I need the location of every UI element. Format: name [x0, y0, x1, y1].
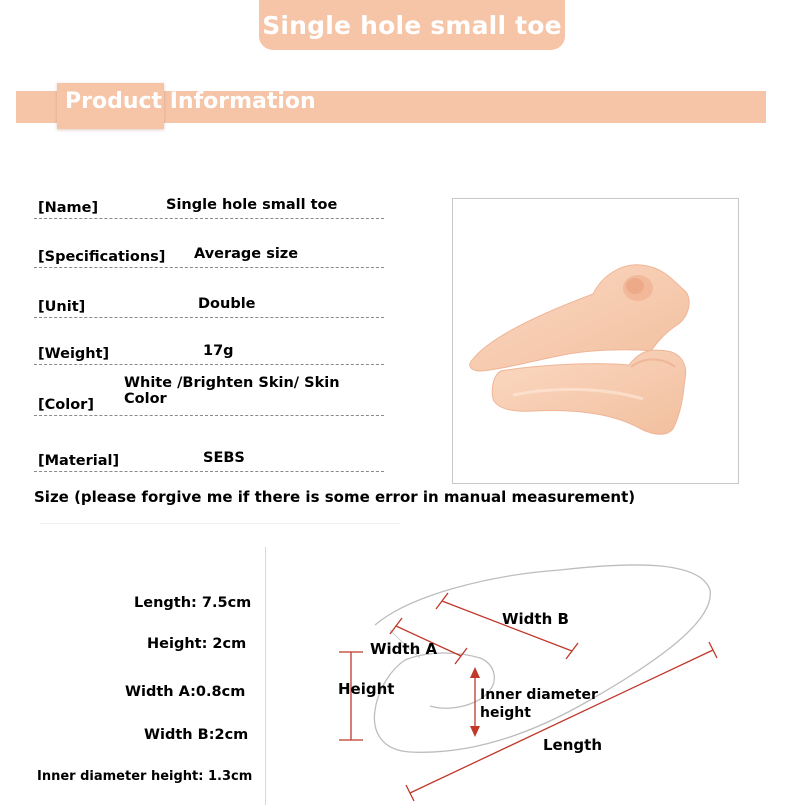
info-value: Single hole small toe	[166, 197, 338, 213]
divider	[40, 523, 400, 524]
info-key: [Color]	[38, 397, 94, 413]
row-divider	[34, 471, 384, 472]
row-divider	[34, 364, 384, 365]
page-title: Single hole small toe	[262, 10, 562, 40]
diagram-label-width-b: Width B	[502, 610, 569, 628]
info-key: [Weight]	[38, 346, 110, 362]
spec-length: Length: 7.5cm	[134, 595, 252, 611]
info-row-name	[34, 183, 384, 219]
spec-width-b: Width B:2cm	[144, 727, 249, 743]
section-title: Product Information	[65, 89, 316, 114]
info-row-color	[34, 375, 384, 416]
info-value: White /Brighten Skin/ Skin Color	[124, 375, 340, 407]
info-value: SEBS	[203, 450, 245, 466]
info-value: Average size	[194, 246, 299, 262]
diagram-label-inner-diameter: Inner diameter	[480, 687, 598, 703]
info-row-specifications	[34, 232, 384, 268]
row-divider	[34, 317, 384, 318]
diagram-label-length: Length	[543, 736, 602, 754]
info-row-weight	[34, 329, 384, 365]
size-note: Size (please forgive me if there is some error in manual measurement)	[34, 488, 636, 506]
info-value: 17g	[203, 343, 234, 359]
spec-width-a: Width A:0.8cm	[125, 684, 246, 700]
toe-separator-image	[453, 199, 738, 483]
measurement-diagram	[330, 540, 730, 812]
diagram-label-inner-height: height	[480, 705, 531, 721]
outline-drawing	[330, 540, 730, 808]
vertical-divider	[265, 547, 266, 805]
diagram-label-width-a: Width A	[370, 640, 438, 658]
info-key: [Unit]	[38, 299, 86, 315]
info-value: Double	[198, 296, 256, 312]
title-banner	[259, 0, 565, 50]
product-photo	[452, 198, 739, 484]
diagram-label-height: Height	[338, 680, 395, 698]
info-key: [Specifications]	[38, 249, 166, 265]
info-key: [Name]	[38, 200, 99, 216]
info-row-unit	[34, 282, 384, 318]
spec-inner-diameter: Inner diameter height: 1.3cm	[37, 769, 253, 784]
info-key: [Material]	[38, 453, 120, 469]
row-divider	[34, 415, 384, 416]
row-divider	[34, 218, 384, 219]
row-divider	[34, 267, 384, 268]
spec-height: Height: 2cm	[147, 636, 247, 652]
info-row-material	[34, 436, 384, 472]
